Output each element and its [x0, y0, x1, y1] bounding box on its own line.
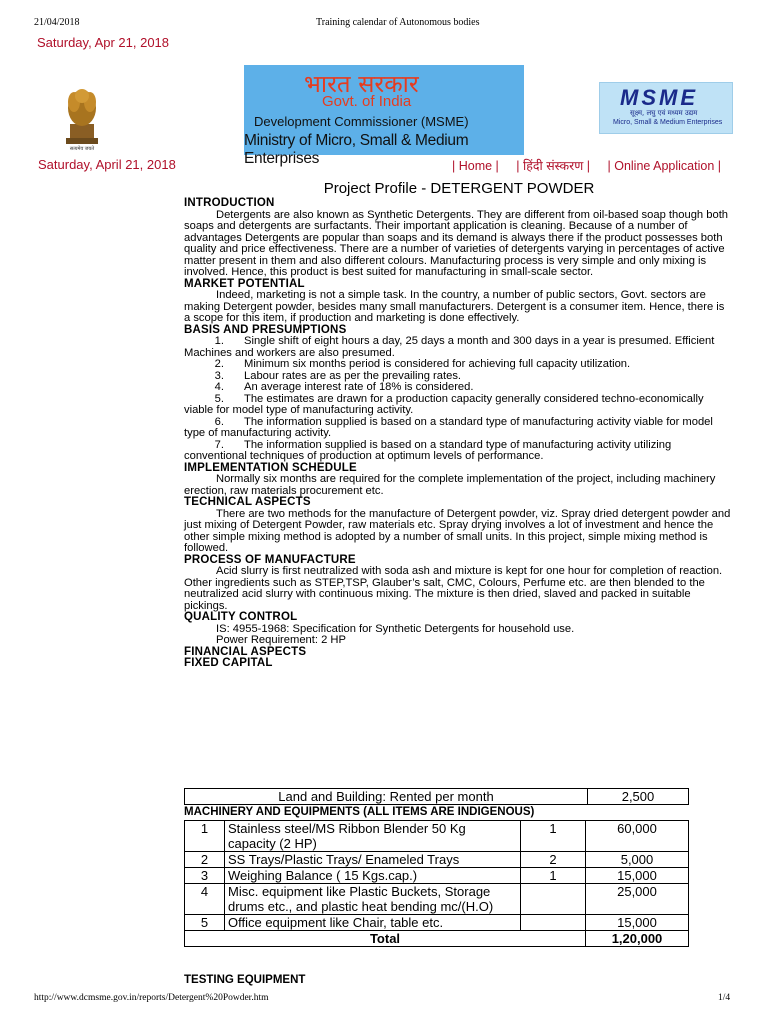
impl-text: Normally six months are required for the complete implementation of the project, including machinery erection, raw materials procurement etc. — [184, 473, 716, 497]
basis-heading: BASIS AND PRESUMPTIONS — [184, 323, 347, 336]
top-nav — [452, 157, 735, 174]
basis-item — [184, 440, 732, 463]
tech-text: There are two methods for the manufacture of Detergent powder, viz. Spray dried detergent powder and just mixing of Detergent Powder, raw materials etc. Spray drying involves a lot of investment and hence the other simple mixing method is adopted by a number of small units. In this project, simple mixing method is followed. — [184, 507, 731, 554]
row-no: 2 — [185, 852, 225, 868]
msme-logo-tagline: सूक्ष्म, लघु एवं मध्यम उद्यम — [630, 109, 698, 117]
nav-online-application[interactable]: | Online Application | — [607, 159, 722, 173]
row-cost: 25,000 — [586, 884, 689, 915]
total-label: Total — [185, 931, 586, 947]
basis-text: An average interest rate of 18% is considered. — [244, 381, 474, 393]
basis-item — [184, 336, 732, 359]
row-qty: 1 — [521, 868, 586, 884]
financial-heading: FINANCIAL ASPECTS — [184, 645, 307, 658]
row-qty: 2 — [521, 852, 586, 868]
row-item: Misc. equipment like Plastic Buckets, Storage drums etc., and plastic heat bending mc/(H.O) — [225, 884, 521, 915]
basis-num: 1. — [214, 335, 224, 347]
row-no: 4 — [185, 884, 225, 915]
print-title: Training calendar of Autonomous bodies — [316, 17, 480, 28]
testing-heading: TESTING EQUIPMENT — [184, 974, 306, 986]
row-item: Office equipment like Chair, table etc. — [225, 915, 521, 931]
footer-url: http://www.dcmsme.gov.in/reports/Detergent%20Powder.htm — [34, 993, 269, 1003]
land-table — [184, 788, 689, 805]
basis-text: Minimum six months period is considered for achieving full capacity utilization. — [244, 358, 631, 370]
document-body — [184, 198, 732, 670]
row-item: Weighing Balance ( 15 Kgs.cap.) — [225, 868, 521, 884]
qc-power: Power Requirement: 2 HP — [216, 634, 346, 646]
nav-home[interactable]: | Home | — [452, 159, 499, 173]
basis-num: 3. — [214, 369, 224, 382]
basis-text: The information supplied is based on a standard type of manufacturing activity viable for model type of manufacturing activity. — [184, 415, 713, 439]
row-qty — [521, 915, 586, 931]
row-no: 1 — [185, 821, 225, 852]
date-top: Saturday, Apr 21, 2018 — [37, 35, 170, 50]
basis-text: The information supplied is based on a standard type of manufacturing activity utilizing conventional techniques of production at optimum levels of performance. — [184, 438, 672, 462]
basis-num: 2. — [214, 358, 224, 370]
fixed-capital-heading: FIXED CAPITAL — [184, 657, 273, 669]
table-row — [185, 915, 689, 931]
qc-heading: QUALITY CONTROL — [184, 611, 298, 623]
basis-item — [184, 417, 732, 440]
qc-spec: IS: 4955-1968: Specification for Synthetic Detergents for household use. — [216, 622, 575, 635]
footer-page: 1/4 — [718, 993, 731, 1003]
intro-heading: INTRODUCTION — [184, 197, 275, 209]
banner-hindi: भारत सरकार — [304, 70, 419, 98]
row-cost: 5,000 — [586, 852, 689, 868]
basis-num: 4. — [214, 381, 224, 393]
table-row — [185, 884, 689, 915]
table-row — [185, 852, 689, 868]
date-left: Saturday, April 21, 2018 — [38, 157, 176, 172]
national-emblem-icon — [62, 80, 102, 152]
basis-text: The estimates are drawn for a production capacity generally considered techno-economically viable for model type of manufacturing activity. — [184, 392, 704, 416]
land-value: 2,500 — [588, 789, 689, 805]
intro-text: Detergents are also known as Synthetic Detergents. They are different from oil-based soap though both soaps and detergents are surfactants. Their important application is cleaning. Because of a number of advantages Detergents are popular than soaps and its demand is always there if the product possesses both quality and price effectiveness. There are a number of varieties of detergents varying in percentages of active matter present in them and also different colours. Manufacturing process is very simple and only mixing is involved. Hence, this product is best suited for manufacturing in small-scale sector. — [184, 208, 729, 278]
row-no: 3 — [185, 868, 225, 884]
machinery-table — [184, 820, 689, 947]
total-value: 1,20,000 — [586, 931, 689, 947]
row-no: 5 — [185, 915, 225, 931]
table-row — [185, 821, 689, 852]
page-title: Project Profile - DETERGENT POWDER — [323, 180, 595, 197]
machinery-heading: MACHINERY AND EQUIPMENTS (ALL ITEMS ARE INDIGENOUS) — [184, 806, 535, 818]
banner-govt: Govt. of India — [322, 93, 412, 110]
row-cost: 15,000 — [586, 915, 689, 931]
basis-num: 5. — [214, 392, 224, 405]
basis-num: 6. — [214, 415, 224, 428]
market-text: Indeed, marketing is not a simple task. In the country, a number of public sectors, Govt. sectors are making Detergent powder, besides many small manufacturers. Detergent is a consumer item. Hence, there is a scope for this item, if production and marketing is done effectively. — [184, 289, 725, 324]
market-heading: MARKET POTENTIAL — [184, 277, 305, 290]
basis-text: Labour rates are as per the prevailing rates. — [244, 369, 462, 382]
process-text: Acid slurry is first neutralized with soda ash and mixture is kept for one hour for completion of reaction. Other ingredients such as STEP,TSP, Glauber’s salt, CMC, Colours, Perfume etc. are then blended to the neutralized acid slurry with continuous mixing. The mixture is then dried, slaved and packed in suitable pickings. — [184, 565, 723, 612]
msme-logo-sub: Micro, Small & Medium Enterprises — [613, 119, 723, 126]
row-item: SS Trays/Plastic Trays/ Enameled Trays — [225, 852, 521, 868]
table-row — [185, 789, 689, 805]
svg-text:सत्यमेव जयते: सत्यमेव जयते — [69, 146, 95, 152]
banner-ministry: Ministry of Micro, Small & Medium Enterprises — [244, 132, 469, 167]
row-qty — [521, 884, 586, 915]
tech-heading: TECHNICAL ASPECTS — [184, 496, 311, 508]
basis-item — [184, 394, 732, 417]
nav-hindi[interactable]: | हिंदी संस्करण | — [516, 159, 591, 173]
msme-logo-text: MSME — [620, 85, 698, 110]
msme-logo — [599, 82, 733, 134]
land-label: Land and Building: Rented per month — [185, 789, 588, 805]
process-heading: PROCESS OF MANUFACTURE — [184, 553, 356, 566]
banner-dc: Development Commissioner (MSME) — [254, 114, 469, 129]
basis-num: 7. — [214, 438, 224, 451]
total-row — [185, 931, 689, 947]
basis-text: Single shift of eight hours a day, 25 days a month and 300 days in a year is presumed. Efficient Machines and workers are also presumed. — [184, 335, 715, 359]
row-qty: 1 — [521, 821, 586, 852]
row-cost: 15,000 — [586, 868, 689, 884]
row-item: Stainless steel/MS Ribbon Blender 50 Kg capacity (2 HP) — [225, 821, 521, 852]
row-cost: 60,000 — [586, 821, 689, 852]
print-date: 21/04/2018 — [34, 17, 80, 28]
table-row — [185, 868, 689, 884]
impl-heading: IMPLEMENTATION SCHEDULE — [184, 461, 357, 474]
